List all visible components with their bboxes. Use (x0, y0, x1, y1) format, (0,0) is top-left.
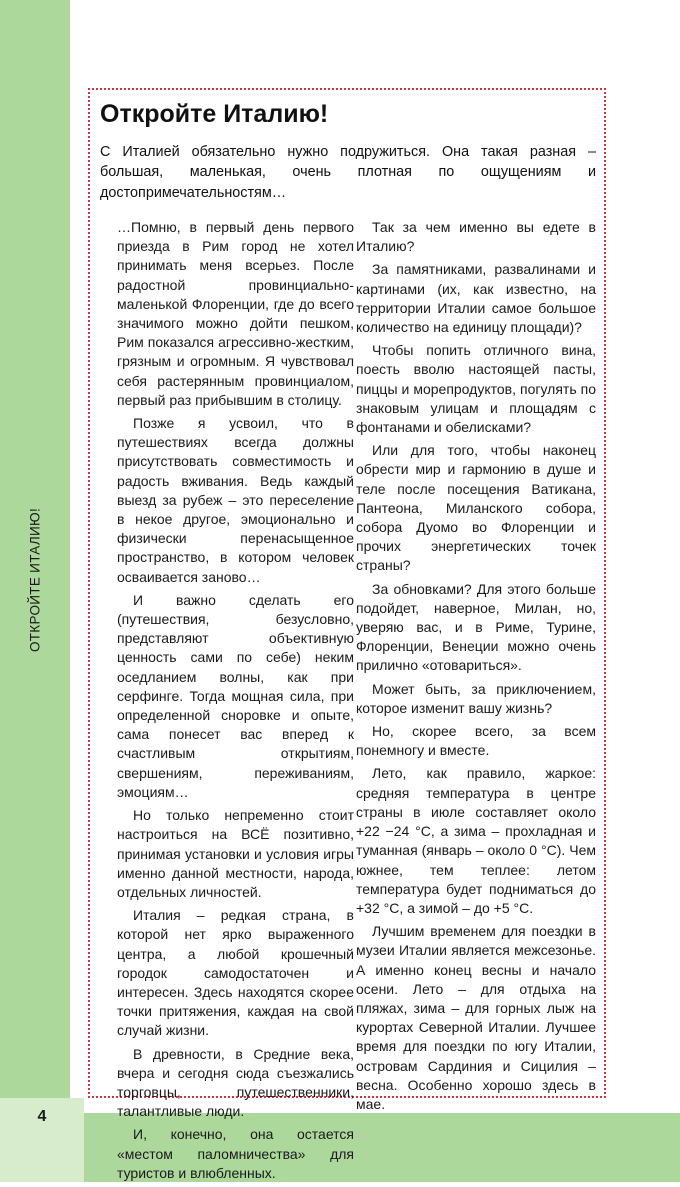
paragraph: Лето, как правило, жаркое: средняя температура в центре страны в июле составляет около +22 −24 °С, а зима – прохладная и туманная (январь – около 0 °С). Чем южнее, тем теплее: летом температура будет подниматься до +32 °С, а зимой – до +5 °С. (356, 765, 596, 916)
paragraph: Чтобы попить отличного вина, поесть вволю настоящей пасты, пиццы и морепродуктов, погулять по знаковым улицам и площадям с фонтанами и обелисками? (356, 342, 596, 436)
page-number: 4 (37, 1108, 47, 1125)
paragraph: Но, скорее всего, за всем понемногу и вместе. (356, 723, 596, 759)
paragraph: И, конечно, она остается «местом паломничества» для туристов и влюбленных. (117, 1126, 354, 1181)
paragraph: Так за чем именно вы едете в Италию? (356, 219, 596, 255)
paragraph: …Помню, в первый день первого приезда в Рим город не хотел принимать меня всерьез. После радостной провинциально-маленькой Флоренции, где до всего значимого можно дойти пешком, Рим показался агрессивно-жестким, грязным и огромным. Я чувствовал себя растерянным провинциалом, первый раз прибывшим в столицу. (117, 219, 354, 408)
paragraph: И важно сделать его (путешествия, безусловно, представляют объективную ценность сами по себе) неким оседланием волны, как при серфинге. Тогда мощная сила, при определенной сноровке и опыте, сама понесет вас вперед к счастливым открытиям, свершениям, переживаниям, эмоциям… (117, 591, 354, 800)
article-title: Откройте Италию! (100, 100, 329, 128)
paragraph: Италия – редкая страна, в которой нет ярко выраженного центра, а любой крошечный городок самодостаточен и интересен. Здесь находятся скорее точки притяжения, каждая на свой случай жизни. (117, 907, 354, 1039)
paragraph: Лучшим временем для поездки в музеи Италии является межсезонье. А именно конец весны и начало осени. Лето – для отдыха на пляжах, зима – для горных лыж на курортах Северной Италии. Лучшее время для поездки по югу Италии, островам Сардиния и Сицилия – весна. Особенно хорошо здесь в мае. (356, 923, 596, 1112)
paragraph: За памятниками, развалинами и картинами (их, как известно, на территории Италии самое большое количество на единицу площади)? (356, 261, 596, 336)
article-lead: С Италией обязательно нужно подружиться. Она такая разная – большая, маленькая, очень плотная по ощущениям и достопримечательностям… (100, 144, 596, 201)
side-section-label: ОТКРОЙТЕ ИТАЛИЮ! (27, 507, 43, 653)
paragraph: За обновками? Для этого больше подойдет, наверное, Милан, но, уверяю вас, и в Риме, Турине, Флоренции, Венеции можно очень прилично «отовариться». (356, 580, 596, 674)
left-column (117, 218, 354, 1187)
paragraph: Но только непременно стоит настроиться на ВСЁ позитивно, принимая установки и условия игры именно данной местности, народа, отдельных личностей. (117, 807, 354, 900)
right-column (356, 218, 596, 1118)
paragraph: Позже я усвоил, что в путешествиях всегда должны присутствовать совместимость и радость вживания. Ведь каждый выезд за рубеж – это переселение в некое другое, эмоционально и физически перенасыщенное пространство, в котором человек осваивается заново… (117, 415, 354, 585)
paragraph: В древности, в Средние века, вчера и сегодня сюда съезжались торговцы, путешественники, талантливые люди. (117, 1045, 354, 1120)
paragraph: Может быть, за приключением, которое изменит вашу жизнь? (356, 680, 596, 716)
paragraph: Или для того, чтобы наконец обрести мир и гармонию в душе и теле после посещения Ватикана, Пантеона, Миланского собора, собора Дуомо во Флоренции и прочих энергетических точек страны? (356, 442, 596, 574)
